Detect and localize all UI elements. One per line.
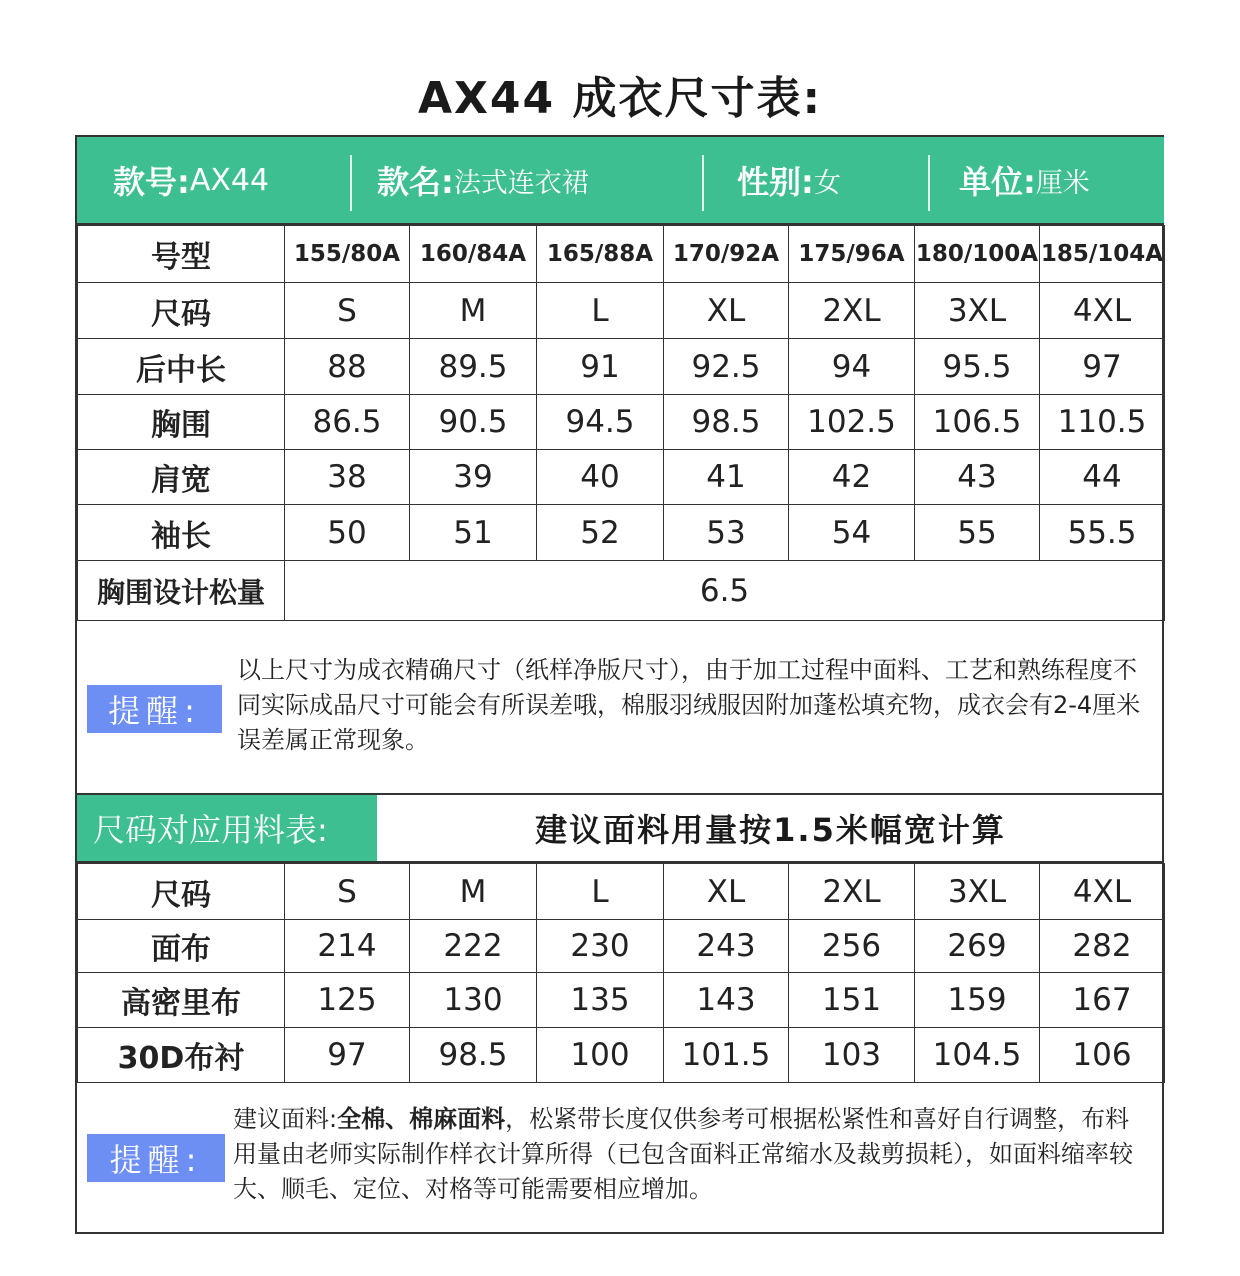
row-label: 高密里布 [78, 973, 285, 1028]
table-cell: 92.5 [664, 339, 789, 395]
table-cell: 55.5 [1040, 505, 1165, 561]
reminder-badge: 提醒: [87, 685, 222, 733]
reminder-text-prefix: 建议面料: [233, 1105, 338, 1133]
table-cell: L [537, 283, 664, 339]
style-no [113, 137, 269, 223]
fabric-table [77, 863, 1165, 1083]
table-cell: 89.5 [410, 339, 537, 395]
table-cell: 175/96A [789, 226, 915, 283]
table-cell: 53 [664, 505, 789, 561]
row-label: 尺码 [78, 864, 285, 920]
table-row [78, 973, 1165, 1028]
table-cell: 102.5 [789, 395, 915, 450]
size-table [77, 225, 1165, 621]
row-label: 袖长 [78, 505, 285, 561]
table-cell: 39 [410, 450, 537, 505]
table-row [78, 283, 1165, 339]
table-cell: 159 [915, 973, 1040, 1028]
ease-row [78, 561, 1165, 621]
style-name-value: 法式连衣裙 [453, 167, 589, 199]
reminder-badge: 提醒: [87, 1134, 225, 1182]
table-cell: 98.5 [664, 395, 789, 450]
table-cell: 91 [537, 339, 664, 395]
table-cell: 101.5 [664, 1028, 789, 1083]
table-cell: 3XL [915, 283, 1040, 339]
unit-value: 厘米 [1035, 167, 1090, 199]
table-cell: 269 [915, 920, 1040, 973]
table-cell: 106.5 [915, 395, 1040, 450]
gender [737, 137, 841, 223]
reminder-box [77, 623, 1164, 793]
header-bar [77, 137, 1164, 225]
style-no-value: AX44 [189, 162, 270, 198]
reminder-text-emphasis: 全棉、棉麻面料 [337, 1105, 506, 1133]
table-cell: 243 [664, 920, 789, 973]
table-cell: M [410, 864, 537, 920]
row-label: 肩宽 [78, 450, 285, 505]
table-row [78, 505, 1165, 561]
table-row [78, 226, 1165, 283]
table-cell: 135 [537, 973, 664, 1028]
table-cell: 38 [285, 450, 410, 505]
page-title: AX44 成衣尺寸表: [417, 73, 823, 124]
row-label: 30D布衬 [78, 1028, 285, 1083]
table-cell: 2XL [789, 864, 915, 920]
row-label: 号型 [78, 226, 285, 283]
table-cell: 155/80A [285, 226, 410, 283]
fabric-usage-note: 建议面料用量按1.5米幅宽计算 [535, 811, 1006, 849]
table-row [78, 1028, 1165, 1083]
reminder-text [233, 1102, 1151, 1207]
table-cell: 170/92A [664, 226, 789, 283]
table-cell: 3XL [915, 864, 1040, 920]
reminder-box [77, 1082, 1164, 1232]
table-row [78, 339, 1165, 395]
table-cell: 130 [410, 973, 537, 1028]
table-cell: 50 [285, 505, 410, 561]
table-cell: 222 [410, 920, 537, 973]
table-cell: 256 [789, 920, 915, 973]
table-cell: 165/88A [537, 226, 664, 283]
table-cell: 95.5 [915, 339, 1040, 395]
fabric-usage-bar [77, 793, 1164, 863]
table-cell: 54 [789, 505, 915, 561]
style-name-label: 款名: [377, 163, 454, 201]
table-cell: 86.5 [285, 395, 410, 450]
table-cell: 230 [537, 920, 664, 973]
table-cell: 43 [915, 450, 1040, 505]
table-cell: S [285, 283, 410, 339]
table-cell: 214 [285, 920, 410, 973]
unit [959, 137, 1090, 223]
size-chart-sheet [75, 135, 1164, 1234]
table-cell: 167 [1040, 973, 1165, 1028]
table-cell: 282 [1040, 920, 1165, 973]
table-cell: 160/84A [410, 226, 537, 283]
table-cell: 97 [285, 1028, 410, 1083]
table-cell: L [537, 864, 664, 920]
table-cell: 180/100A [915, 226, 1040, 283]
table-cell: 42 [789, 450, 915, 505]
table-cell: M [410, 283, 537, 339]
table-cell: 2XL [789, 283, 915, 339]
table-cell: 106 [1040, 1028, 1165, 1083]
table-cell: 94 [789, 339, 915, 395]
style-no-label: 款号: [113, 163, 190, 201]
table-cell: 97 [1040, 339, 1165, 395]
unit-label: 单位: [959, 163, 1036, 201]
table-cell: 98.5 [410, 1028, 537, 1083]
fabric-usage-label: 尺码对应用料表: [77, 795, 377, 861]
table-cell: XL [664, 864, 789, 920]
table-cell: 90.5 [410, 395, 537, 450]
ease-label: 胸围设计松量 [78, 561, 285, 621]
table-cell: 4XL [1040, 283, 1165, 339]
table-cell: 40 [537, 450, 664, 505]
table-cell: 151 [789, 973, 915, 1028]
table-cell: 103 [789, 1028, 915, 1083]
style-name [377, 137, 589, 223]
reminder-text: 以上尺寸为成衣精确尺寸（纸样净版尺寸），由于加工过程中面料、工艺和熟练程度不同实际成品尺寸可能会有所误差哦，棉服羽绒服因附加蓬松填充物，成衣会有2-4厘米误差属正常现象。 [237, 656, 1141, 754]
ease-value: 6.5 [285, 561, 1165, 621]
row-label: 面布 [78, 920, 285, 973]
table-cell: 125 [285, 973, 410, 1028]
table-cell: 4XL [1040, 864, 1165, 920]
table-cell: 94.5 [537, 395, 664, 450]
table-cell: 143 [664, 973, 789, 1028]
table-cell: 55 [915, 505, 1040, 561]
table-row [78, 450, 1165, 505]
gender-value: 女 [813, 167, 841, 199]
table-cell: 104.5 [915, 1028, 1040, 1083]
table-cell: 51 [410, 505, 537, 561]
table-row [78, 920, 1165, 973]
row-label: 胸围 [78, 395, 285, 450]
table-cell: 100 [537, 1028, 664, 1083]
table-cell: XL [664, 283, 789, 339]
row-label: 后中长 [78, 339, 285, 395]
header-divider [702, 155, 704, 211]
table-cell: 88 [285, 339, 410, 395]
table-cell: 110.5 [1040, 395, 1165, 450]
table-cell: 44 [1040, 450, 1165, 505]
table-cell: 41 [664, 450, 789, 505]
gender-label: 性别: [737, 163, 814, 201]
header-divider [350, 155, 352, 211]
header-divider [928, 155, 930, 211]
reminder-text-rest: ，松紧带长度仅供参考可根据松紧性和喜好自行调整，布料用量由老师实际制作样衣计算所得（已包含面料正常缩水及裁剪损耗），如面料缩率较大、顺毛、定位、对格等可能需要相应增加。 [233, 1105, 1133, 1203]
row-label: 尺码 [78, 283, 285, 339]
table-cell: 185/104A [1040, 226, 1165, 283]
table-row [78, 395, 1165, 450]
table-cell: 52 [537, 505, 664, 561]
table-row [78, 864, 1165, 920]
table-cell: S [285, 864, 410, 920]
